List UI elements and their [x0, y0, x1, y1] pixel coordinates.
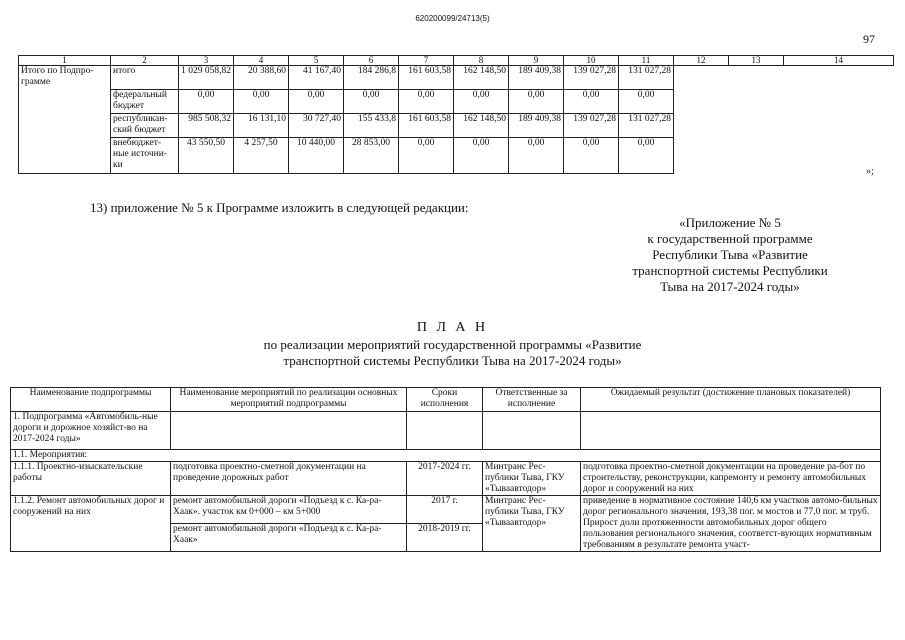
appendix-line: к государственной программе — [647, 231, 813, 246]
empty-cell — [407, 412, 483, 450]
row-label-cell: внебюджет-ные источни-ки — [111, 138, 179, 174]
empty-cell — [171, 412, 407, 450]
value-cell: 0,00 — [454, 90, 509, 114]
table-row — [11, 496, 881, 524]
table-row — [19, 66, 894, 90]
appendix-line: транспортной системы Республики — [632, 263, 828, 278]
result-cell: подготовка проектно-сметной документации на проведение ра-бот по строительству, реконструкции, капремонту и ремонту автомобильных дорог и сооружений на них — [581, 462, 881, 496]
value-cell: 10 440,00 — [289, 138, 344, 174]
value-cell: 0,00 — [399, 90, 454, 114]
value-cell: 131 027,28 — [619, 66, 674, 90]
row-label-cell: итого — [111, 66, 179, 90]
header-cell: 8 — [454, 56, 509, 66]
header-cell: 7 — [399, 56, 454, 66]
header-cell: 3 — [179, 56, 234, 66]
header-cell: 6 — [344, 56, 399, 66]
header-cell: 5 — [289, 56, 344, 66]
value-cell: 0,00 — [454, 138, 509, 174]
value-cell: 0,00 — [234, 90, 289, 114]
header-cell: 2 — [111, 56, 179, 66]
plan-title: П Л А Н — [416, 320, 489, 335]
appendix-heading — [600, 215, 860, 295]
value-cell: 161 603,58 — [399, 66, 454, 90]
value-cell: 0,00 — [509, 90, 564, 114]
value-cell: 184 286,8 — [344, 66, 399, 90]
value-cell: 4 257,50 — [234, 138, 289, 174]
plan-subtitle-line: транспортной системы Республики Тыва на 2017-2024 годы» — [283, 353, 622, 368]
result-cell: приведение в нормативное состояние 140,6 км участков автомо-бильных дорог регионального значения, 193,38 пог. м мостов и 77,0 пог. м труб. Прирост доли протяженности автомобильных дорог общего пользования регионального значения, соответст-вующих нормативным требованиям в результате ремонта участ- — [581, 496, 881, 552]
measure-action-cell: ремонт автомобильной дороги «Подъезд к с. Ка-ра-Хаак» — [171, 524, 407, 552]
plan-subtitle — [180, 337, 725, 369]
value-cell: 139 027,28 — [564, 114, 619, 138]
value-cell: 0,00 — [344, 90, 399, 114]
table-row — [11, 462, 881, 496]
table-row — [11, 450, 881, 462]
header-cell: Сроки исполнения — [407, 388, 483, 412]
value-cell: 155 433,8 — [344, 114, 399, 138]
value-cell: 20 388,60 — [234, 66, 289, 90]
value-cell: 0,00 — [564, 90, 619, 114]
value-cell: 189 409,38 — [509, 66, 564, 90]
header-cell: Ожидаемый результат (достижение плановых показателей) — [581, 388, 881, 412]
header-cell: Наименование подпрограммы — [11, 388, 171, 412]
term-cell: 2017 г. — [407, 496, 483, 524]
value-cell: 131 027,28 — [619, 114, 674, 138]
value-cell: 0,00 — [619, 90, 674, 114]
appendix-line: Республики Тыва «Развитие — [652, 247, 808, 262]
value-cell: 0,00 — [399, 138, 454, 174]
plan-table — [10, 387, 881, 552]
responsible-cell: Минтранс Рес-публики Тыва, ГКУ «Тываавтодор» — [483, 462, 581, 496]
header-cell: 4 — [234, 56, 289, 66]
empty-cell — [581, 412, 881, 450]
value-cell: 16 131,10 — [234, 114, 289, 138]
value-cell: 0,00 — [619, 138, 674, 174]
measure-name-cell: 1.1.1. Проектно-изыскательские работы — [11, 462, 171, 496]
header-cell: 12 — [674, 56, 729, 66]
value-cell: 1 029 058,82 — [179, 66, 234, 90]
empty-cell — [674, 66, 894, 174]
financing-table — [18, 55, 894, 174]
value-cell: 0,00 — [509, 138, 564, 174]
row-label-cell: республикан-ский бюджет — [111, 114, 179, 138]
header-cell: Наименование мероприятий по реализации основных мероприятий подпрограммы — [171, 388, 407, 412]
measure-action-cell: ремонт автомобильной дороги «Подъезд к с. Ка-ра-Хаак». участок км 0+000 – км 5+000 — [171, 496, 407, 524]
table-header-row — [19, 56, 894, 66]
value-cell: 43 550,50 — [179, 138, 234, 174]
responsible-cell: Минтранс Рес-публики Тыва, ГКУ «Тываавтодор» — [483, 496, 581, 552]
measure-name-cell: 1.1.2. Ремонт автомобильных дорог и сооружений на них — [11, 496, 171, 552]
subprogram-cell: 1. Подпрограмма «Автомобиль-ные дороги и дорожное хозяйст-во на 2017-2024 годы» — [11, 412, 171, 450]
appendix-line: Тыва на 2017-2024 годы» — [660, 279, 800, 294]
value-cell: 30 727,40 — [289, 114, 344, 138]
document-id: 620200099/24713(5) — [415, 14, 490, 23]
header-cell: Ответственные за исполнение — [483, 388, 581, 412]
item-13-text: 13) приложение № 5 к Программе изложить в следующей редакции: — [90, 200, 469, 215]
header-cell: 11 — [619, 56, 674, 66]
value-cell: 0,00 — [289, 90, 344, 114]
page-number: 97 — [863, 32, 875, 46]
closing-quote: »; — [866, 166, 874, 177]
value-cell: 162 148,50 — [454, 66, 509, 90]
table-header-row — [11, 388, 881, 412]
group-label-cell: Итого по Подпро-грамме — [19, 66, 111, 174]
table-row — [11, 412, 881, 450]
value-cell: 28 853,00 — [344, 138, 399, 174]
header-cell: 1 — [19, 56, 111, 66]
header-cell: 9 — [509, 56, 564, 66]
header-cell: 14 — [784, 56, 894, 66]
value-cell: 189 409,38 — [509, 114, 564, 138]
empty-cell — [483, 412, 581, 450]
measure-action-cell: подготовка проектно-сметной документации на проведение дорожных работ — [171, 462, 407, 496]
value-cell: 161 603,58 — [399, 114, 454, 138]
header-cell: 10 — [564, 56, 619, 66]
term-cell: 2018-2019 гг. — [407, 524, 483, 552]
measures-label-cell: 1.1. Мероприятия: — [11, 450, 881, 462]
header-cell: 13 — [729, 56, 784, 66]
term-cell: 2017-2024 гг. — [407, 462, 483, 496]
value-cell: 41 167,40 — [289, 66, 344, 90]
value-cell: 985 508,32 — [179, 114, 234, 138]
row-label-cell: федеральный бюджет — [111, 90, 179, 114]
appendix-line: «Приложение № 5 — [679, 215, 781, 230]
value-cell: 162 148,50 — [454, 114, 509, 138]
plan-subtitle-line: по реализации мероприятий государственной программы «Развитие — [263, 337, 642, 352]
value-cell: 0,00 — [179, 90, 234, 114]
value-cell: 139 027,28 — [564, 66, 619, 90]
value-cell: 0,00 — [564, 138, 619, 174]
